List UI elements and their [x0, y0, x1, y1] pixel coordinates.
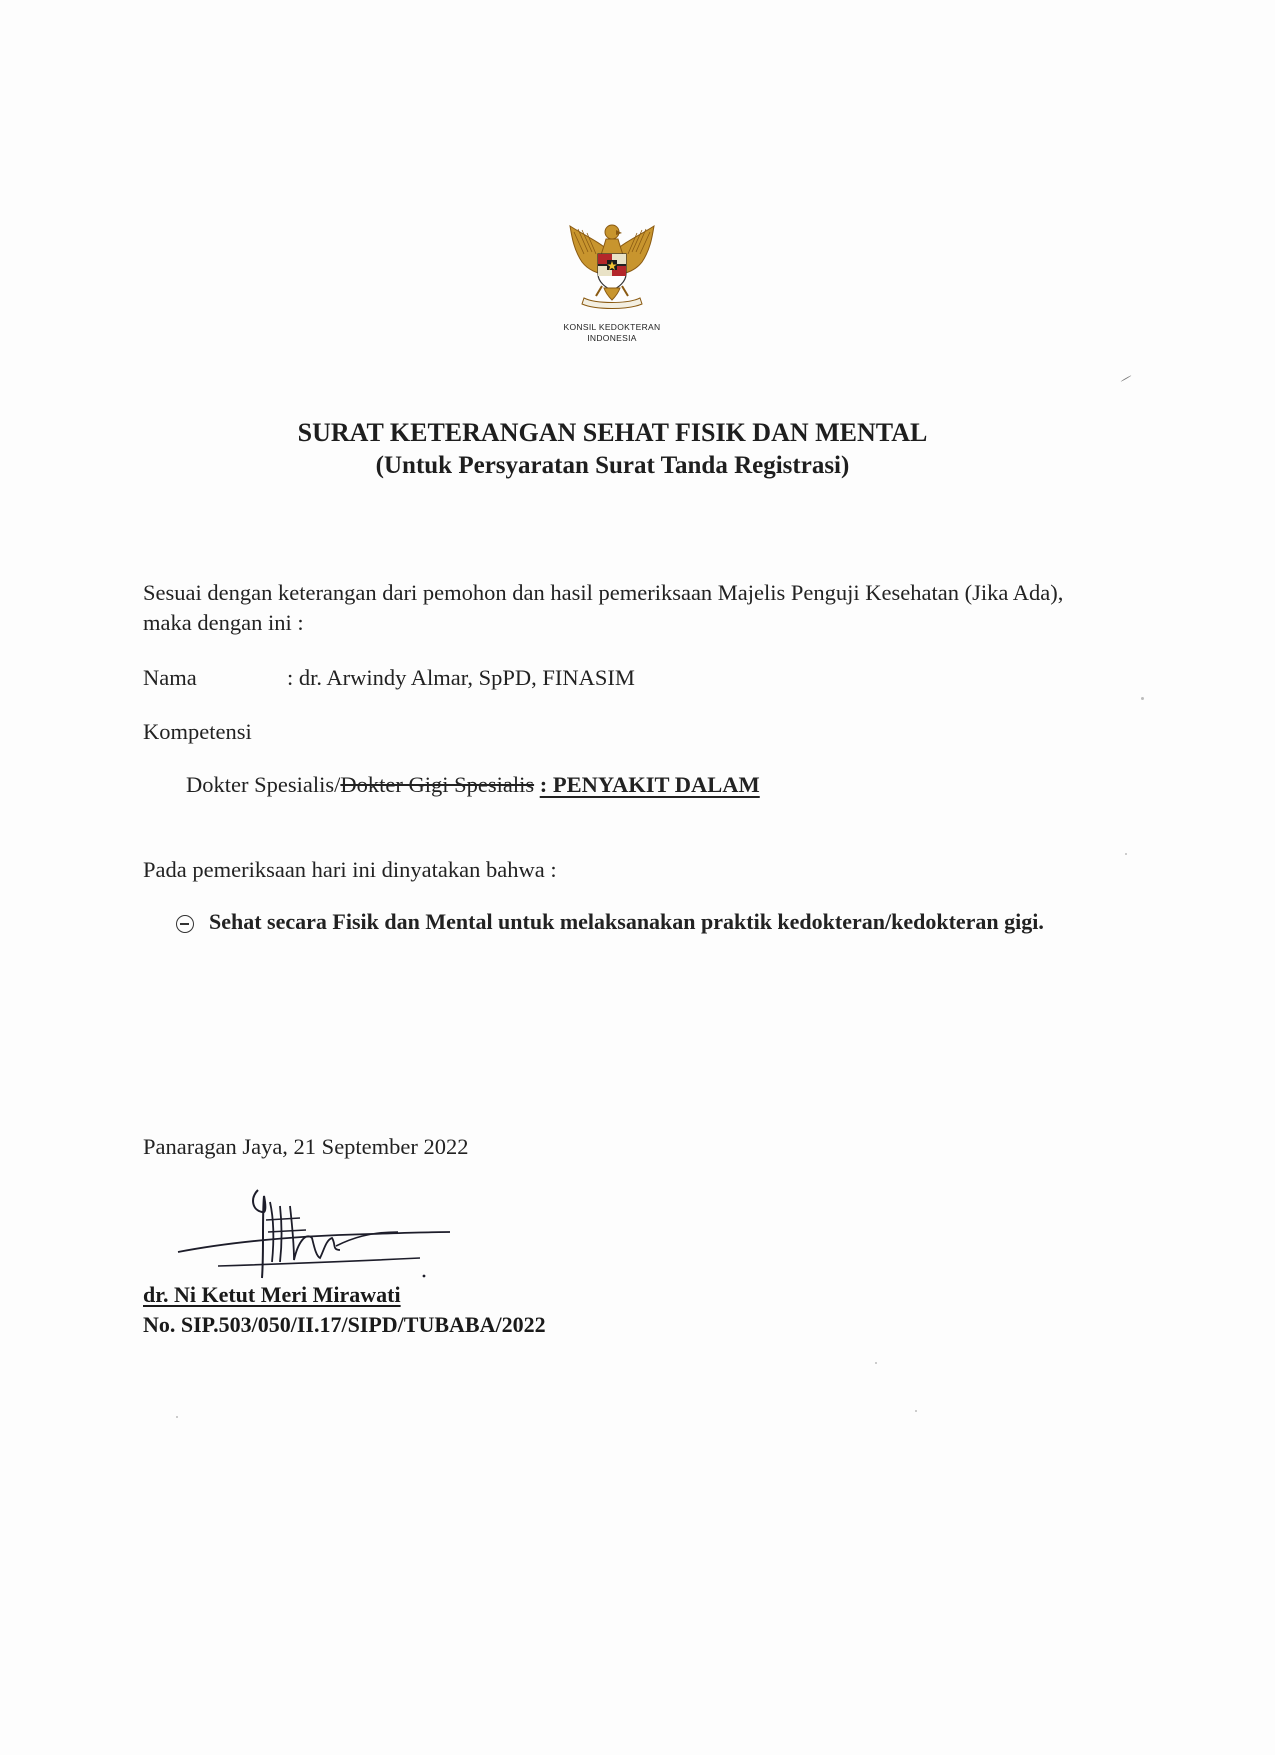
signature-image	[170, 1180, 460, 1280]
document-title: SURAT KETERANGAN SEHAT FISIK DAN MENTAL	[297, 418, 928, 447]
organization-name-line-2: INDONESIA	[587, 333, 637, 343]
name-label: Nama	[143, 665, 197, 690]
signer-sip-number: No. SIP.503/050/II.17/SIPD/TUBABA/2022	[143, 1312, 546, 1337]
result-option	[176, 907, 1086, 937]
signer-block	[143, 1280, 546, 1340]
competence-label: Kompetensi	[143, 719, 252, 744]
specialist-struck-option: Dokter Gigi Spesialis	[340, 772, 535, 797]
specialist-value: : PENYAKIT DALAM	[539, 772, 760, 797]
statement-text: Pada pemeriksaan hari ini dinyatakan bahwa :	[143, 857, 557, 882]
name-value: : dr. Arwindy Almar, SpPD, FINASIM	[287, 665, 635, 690]
organization-name-line-1: KONSIL KEDOKTERAN	[563, 322, 661, 332]
place-date: Panaragan Jaya, 21 September 2022	[143, 1134, 469, 1159]
minus-circle-icon	[176, 915, 194, 933]
scan-speck	[1125, 853, 1127, 855]
signer-name: dr. Ni Ketut Meri Mirawati	[143, 1282, 401, 1307]
intro-paragraph: Sesuai dengan keterangan dari pemohon dan hasil pemeriksaan Majelis Penguji Kesehatan (Jika Ada), maka dengan ini :	[143, 580, 1064, 635]
specialist-label: Dokter Spesialis/	[186, 772, 341, 797]
result-option-text: Sehat secara Fisik dan Mental untuk melaksanakan praktik kedokteran/kedokteran gigi.	[209, 909, 1044, 934]
organization-name	[520, 322, 704, 344]
scan-speck	[1121, 375, 1132, 382]
scan-speck	[875, 1362, 877, 1364]
garuda-emblem-icon	[560, 212, 664, 316]
scan-speck	[915, 1410, 917, 1412]
scan-speck	[176, 1416, 178, 1418]
specialist-line	[186, 770, 760, 800]
scan-speck	[1141, 697, 1144, 700]
document-subtitle: (Untuk Persyaratan Surat Tanda Registrasi)	[375, 452, 850, 479]
